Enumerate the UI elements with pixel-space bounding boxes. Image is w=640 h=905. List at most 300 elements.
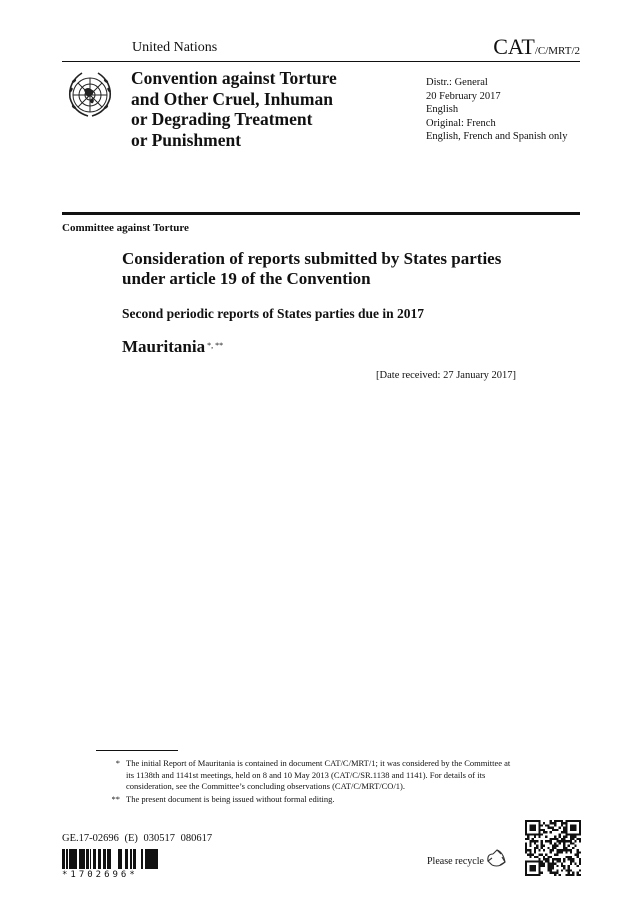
barcode-bar	[93, 849, 94, 869]
qr-module	[529, 829, 531, 831]
qr-module	[579, 829, 581, 831]
qr-module	[556, 851, 558, 853]
qr-module	[536, 840, 538, 842]
qr-module	[559, 874, 561, 876]
qr-module	[525, 872, 527, 874]
qr-module	[550, 820, 552, 822]
barcode-bar	[121, 849, 122, 869]
qr-module	[579, 824, 581, 826]
barcode-bar	[145, 849, 147, 869]
qr-module	[525, 831, 527, 833]
qr-module	[536, 845, 538, 847]
qr-module	[552, 838, 554, 840]
qr-module	[552, 847, 554, 849]
qr-module	[579, 840, 581, 842]
organization-name: United Nations	[132, 40, 218, 55]
qr-module	[527, 838, 529, 840]
barcode-bar	[69, 849, 71, 869]
qr-module	[554, 822, 556, 824]
qr-module	[559, 858, 561, 860]
qr-module	[534, 869, 536, 871]
qr-module	[532, 854, 534, 856]
qr-module	[554, 863, 556, 865]
qr-module	[577, 851, 579, 853]
qr-module	[525, 822, 527, 824]
barcode-bar	[135, 849, 136, 869]
qr-module	[543, 863, 545, 865]
barcode-bar	[63, 849, 64, 869]
qr-module	[552, 849, 554, 851]
barcode-bar	[62, 849, 63, 869]
qr-module	[550, 869, 552, 871]
qr-module	[527, 860, 529, 862]
qr-code	[525, 820, 581, 876]
qr-module	[552, 827, 554, 829]
qr-module	[577, 865, 579, 867]
qr-module	[545, 824, 547, 826]
convention-title	[131, 68, 391, 150]
qr-module	[525, 827, 527, 829]
barcode-bar	[153, 849, 154, 869]
qr-module	[565, 820, 567, 822]
qr-module	[545, 836, 547, 838]
barcode-bar	[154, 849, 156, 869]
sub-heading: Second periodic reports of States parties due in 2017	[122, 306, 424, 321]
qr-module	[550, 863, 552, 865]
qr-module	[556, 872, 558, 874]
qr-module	[559, 860, 561, 862]
qr-module	[550, 842, 552, 844]
qr-module	[547, 827, 549, 829]
qr-module	[563, 860, 565, 862]
qr-module	[525, 838, 527, 840]
qr-module	[543, 849, 545, 851]
qr-module	[568, 874, 570, 876]
qr-module	[550, 867, 552, 869]
barcode	[62, 849, 160, 869]
header-rule	[62, 61, 580, 62]
qr-module	[527, 854, 529, 856]
qr-module	[572, 833, 574, 835]
qr-module	[532, 838, 534, 840]
barcode-bar	[147, 849, 148, 869]
qr-module	[556, 840, 558, 842]
qr-module	[568, 858, 570, 860]
qr-module	[572, 860, 574, 862]
qr-module	[556, 845, 558, 847]
qr-module	[570, 840, 572, 842]
qr-module	[554, 836, 556, 838]
un-emblem-icon	[62, 68, 118, 124]
barcode-bar	[64, 849, 65, 869]
qr-module	[529, 849, 531, 851]
qr-module	[565, 874, 567, 876]
convention-title-line: Convention against Torture	[131, 68, 337, 88]
qr-module	[525, 842, 527, 844]
qr-module	[525, 847, 527, 849]
barcode-bar	[74, 849, 76, 869]
qr-module	[527, 833, 529, 835]
qr-module	[572, 872, 574, 874]
qr-module	[561, 865, 563, 867]
qr-module	[538, 820, 540, 822]
qr-module	[568, 869, 570, 871]
qr-module	[579, 833, 581, 835]
qr-module	[563, 822, 565, 824]
qr-module	[559, 840, 561, 842]
distr-date: 20 February 2017	[426, 90, 501, 102]
qr-module	[565, 829, 567, 831]
qr-module	[541, 860, 543, 862]
qr-module	[538, 822, 540, 824]
qr-module	[570, 863, 572, 865]
qr-module	[572, 874, 574, 876]
qr-module	[545, 854, 547, 856]
qr-module	[556, 860, 558, 862]
qr-module	[570, 829, 572, 831]
qr-module	[547, 865, 549, 867]
qr-module	[574, 854, 576, 856]
qr-module	[556, 849, 558, 851]
qr-module	[527, 820, 529, 822]
qr-module	[552, 858, 554, 860]
qr-module	[570, 842, 572, 844]
barcode-bar	[87, 849, 89, 869]
symbol-main: CAT	[493, 34, 535, 59]
qr-module	[565, 849, 567, 851]
distribution-block	[426, 76, 567, 144]
qr-module	[536, 874, 538, 876]
qr-module	[527, 849, 529, 851]
barcode-bar	[150, 849, 151, 869]
qr-module	[525, 845, 527, 847]
qr-module	[536, 820, 538, 822]
qr-module	[532, 840, 534, 842]
barcode-bar	[66, 849, 68, 869]
qr-module	[570, 833, 572, 835]
qr-module	[550, 831, 552, 833]
qr-module	[541, 872, 543, 874]
main-heading: Consideration of reports submitted by States parties under article 19 of the Convention	[122, 249, 502, 288]
qr-module	[570, 858, 572, 860]
qr-module	[529, 854, 531, 856]
qr-module	[565, 822, 567, 824]
qr-module	[579, 822, 581, 824]
qr-module	[574, 833, 576, 835]
footnote-mark: *	[115, 758, 120, 768]
qr-module	[534, 856, 536, 858]
qr-module	[563, 836, 565, 838]
qr-module	[554, 872, 556, 874]
qr-module	[554, 874, 556, 876]
qr-module	[532, 833, 534, 835]
qr-module	[565, 869, 567, 871]
barcode-bar	[86, 849, 87, 869]
qr-module	[561, 820, 563, 822]
qr-module	[538, 858, 540, 860]
qr-module	[534, 842, 536, 844]
convention-title-line: or Degrading Treatment	[131, 109, 313, 129]
qr-module	[579, 869, 581, 871]
qr-module	[534, 867, 536, 869]
qr-module	[529, 827, 531, 829]
qr-module	[547, 856, 549, 858]
barcode-text: *1702696*	[62, 870, 138, 880]
footnotes	[96, 758, 516, 806]
qr-module	[538, 863, 540, 865]
qr-module	[570, 856, 572, 858]
qr-module	[529, 851, 531, 853]
qr-module	[574, 840, 576, 842]
qr-module	[579, 827, 581, 829]
qr-module	[538, 865, 540, 867]
barcode-bar	[118, 849, 120, 869]
barcode-bar	[72, 849, 74, 869]
qr-module	[541, 847, 543, 849]
qr-module	[529, 860, 531, 862]
barcode-bar	[151, 849, 153, 869]
qr-module	[556, 829, 558, 831]
qr-module	[534, 840, 536, 842]
qr-module	[545, 831, 547, 833]
distr-line: Distr.: General	[426, 77, 488, 88]
qr-module	[552, 867, 554, 869]
qr-module	[543, 865, 545, 867]
qr-module	[559, 842, 561, 844]
qr-module	[554, 838, 556, 840]
qr-module	[550, 840, 552, 842]
qr-module	[572, 858, 574, 860]
qr-module	[565, 833, 567, 835]
qr-module	[547, 860, 549, 862]
qr-module	[552, 860, 554, 862]
qr-module	[556, 858, 558, 860]
qr-module	[568, 840, 570, 842]
qr-module	[543, 822, 545, 824]
qr-module	[568, 820, 570, 822]
qr-module	[552, 872, 554, 874]
qr-module	[543, 831, 545, 833]
qr-module	[570, 827, 572, 829]
barcode-bar	[133, 849, 135, 869]
qr-module	[534, 833, 536, 835]
qr-module	[579, 858, 581, 860]
qr-module	[547, 869, 549, 871]
barcode-bar	[79, 849, 80, 869]
qr-module	[554, 842, 556, 844]
qr-module	[529, 820, 531, 822]
qr-module	[541, 829, 543, 831]
qr-module	[529, 856, 531, 858]
qr-module	[525, 863, 527, 865]
qr-module	[529, 867, 531, 869]
qr-module	[565, 836, 567, 838]
qr-module	[545, 858, 547, 860]
qr-module	[568, 865, 570, 867]
qr-module	[565, 851, 567, 853]
qr-module	[574, 829, 576, 831]
qr-module	[550, 865, 552, 867]
qr-module	[559, 827, 561, 829]
qr-module	[529, 833, 531, 835]
qr-module	[529, 865, 531, 867]
qr-module	[559, 849, 561, 851]
qr-module	[547, 858, 549, 860]
qr-module	[525, 869, 527, 871]
qr-module	[554, 845, 556, 847]
qr-module	[563, 840, 565, 842]
qr-module	[559, 851, 561, 853]
qr-module	[579, 874, 581, 876]
qr-module	[574, 820, 576, 822]
qr-module	[541, 863, 543, 865]
qr-module	[552, 822, 554, 824]
qr-module	[552, 865, 554, 867]
qr-module	[534, 860, 536, 862]
qr-module	[563, 842, 565, 844]
qr-module	[577, 838, 579, 840]
qr-module	[554, 829, 556, 831]
qr-module	[534, 836, 536, 838]
qr-module	[532, 824, 534, 826]
qr-module	[561, 869, 563, 871]
barcode-bar	[130, 849, 132, 869]
qr-module	[538, 836, 540, 838]
footnote-text: The initial Report of Mauritania is contained in document CAT/C/MRT/1; it was considered by the Committee at its 1138th and 1141st meetings, held on 8 and 10 May 2013 (CAT/C/SR.1138 and 1141). For details of its consideration, see the Committee’s concluding observations (CAT/C/MRT/CO/1).	[126, 758, 511, 791]
distr-language: English	[426, 104, 459, 116]
qr-module	[570, 874, 572, 876]
distr-original: Original: French	[426, 117, 496, 129]
qr-module	[561, 851, 563, 853]
qr-module	[527, 836, 529, 838]
qr-module	[547, 863, 549, 865]
qr-module	[538, 869, 540, 871]
qr-module	[574, 824, 576, 826]
barcode-bar	[76, 849, 77, 869]
qr-module	[577, 854, 579, 856]
qr-module	[556, 865, 558, 867]
qr-module	[568, 849, 570, 851]
document-symbol	[493, 34, 580, 60]
qr-module	[559, 833, 561, 835]
qr-module	[563, 847, 565, 849]
qr-module	[525, 824, 527, 826]
qr-module	[574, 827, 576, 829]
qr-module	[572, 820, 574, 822]
qr-module	[568, 872, 570, 874]
qr-module	[547, 824, 549, 826]
qr-module	[536, 833, 538, 835]
qr-module	[568, 833, 570, 835]
qr-module	[536, 847, 538, 849]
qr-module	[556, 820, 558, 822]
barcode-bar	[157, 849, 158, 869]
qr-module	[529, 869, 531, 871]
qr-module	[538, 854, 540, 856]
qr-module	[525, 860, 527, 862]
qr-module	[550, 856, 552, 858]
qr-module	[577, 856, 579, 858]
qr-module	[572, 842, 574, 844]
country-heading	[122, 337, 223, 357]
qr-module	[577, 849, 579, 851]
qr-module	[577, 874, 579, 876]
qr-module	[536, 856, 538, 858]
qr-module	[538, 831, 540, 833]
qr-module	[534, 865, 536, 867]
qr-module	[572, 827, 574, 829]
qr-module	[563, 838, 565, 840]
barcode-bar	[149, 849, 150, 869]
qr-module	[565, 847, 567, 849]
qr-module	[563, 831, 565, 833]
qr-module	[532, 827, 534, 829]
barcode-bar	[103, 849, 105, 869]
qr-module	[532, 860, 534, 862]
qr-module	[565, 831, 567, 833]
qr-module	[570, 851, 572, 853]
barcode-bar	[141, 849, 142, 869]
qr-module	[547, 867, 549, 869]
qr-module	[547, 847, 549, 849]
qr-module	[572, 838, 574, 840]
qr-module	[554, 820, 556, 822]
qr-module	[572, 836, 574, 838]
qr-module	[579, 838, 581, 840]
qr-module	[525, 833, 527, 835]
qr-module	[552, 829, 554, 831]
qr-module	[532, 867, 534, 869]
barcode-bar	[108, 849, 109, 869]
qr-module	[577, 872, 579, 874]
qr-module	[525, 820, 527, 822]
recycle-icon	[486, 848, 508, 870]
qr-module	[532, 820, 534, 822]
barcode-bar	[71, 849, 72, 869]
convention-title-line: or Punishment	[131, 129, 242, 150]
qr-module	[534, 849, 536, 851]
qr-module	[561, 840, 563, 842]
country-name: Mauritania	[122, 337, 206, 356]
recycle-text: Please recycle	[427, 856, 484, 867]
qr-module	[579, 851, 581, 853]
qr-module	[572, 847, 574, 849]
barcode-bar	[107, 849, 108, 869]
qr-module	[563, 829, 565, 831]
qr-module	[529, 824, 531, 826]
qr-module	[534, 847, 536, 849]
footnote	[96, 758, 516, 793]
qr-module	[574, 836, 576, 838]
qr-module	[568, 867, 570, 869]
qr-module	[561, 838, 563, 840]
barcode-bar	[100, 849, 101, 869]
qr-module	[541, 854, 543, 856]
barcode-bar	[120, 849, 121, 869]
qr-module	[538, 827, 540, 829]
qr-module	[536, 860, 538, 862]
footnote-marks: *, **	[207, 341, 224, 350]
qr-module	[561, 824, 563, 826]
qr-module	[538, 833, 540, 835]
qr-module	[554, 858, 556, 860]
qr-module	[570, 849, 572, 851]
qr-module	[579, 820, 581, 822]
qr-module	[541, 845, 543, 847]
qr-module	[550, 851, 552, 853]
qr-module	[554, 847, 556, 849]
convention-title-line: and Other Cruel, Inhuman	[131, 88, 333, 109]
